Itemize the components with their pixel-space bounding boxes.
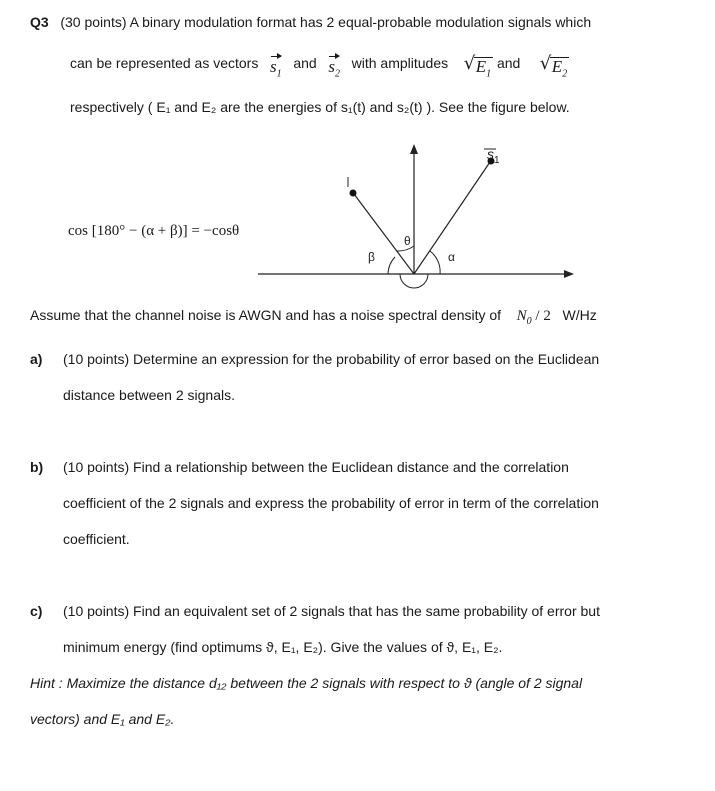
- alpha-label: α: [448, 250, 455, 264]
- noise-line: [30, 306, 597, 331]
- sqrt-e2: √ $E_2$: [540, 57, 569, 83]
- noise-text: Assume that the channel noise is AWGN and has a noise spectral density of: [30, 307, 502, 323]
- theta-label: θ: [404, 234, 411, 248]
- s2-endpoint: [350, 190, 357, 197]
- s1-label-sub: 1: [494, 155, 500, 166]
- with-amplitudes-text: with amplitudes: [351, 55, 449, 71]
- question-label: Q3: [30, 14, 49, 30]
- hint-line1: Hint : Maximize the distance d₁₂ between the 2 signals with respect to ϑ (angle of 2 signal: [30, 675, 583, 691]
- vector-figure: [0, 130, 715, 290]
- s1-label: s: [487, 146, 494, 162]
- bottom-arc: [400, 274, 428, 288]
- s2-vector: $s_2$: [328, 58, 340, 83]
- s1-vector: $s_1$: [270, 58, 282, 83]
- part-b-line2: coefficient of the 2 signals and express the probability of error in term of the correlation: [63, 495, 599, 511]
- question-intro: (30 points) A binary modulation format has 2 equal-probable modulation signals which: [60, 14, 592, 30]
- vertical-axis-arrow: [410, 144, 418, 154]
- part-b-line3: coefficient.: [63, 531, 130, 547]
- part-a-line1: (10 points) Determine an expression for the probability of error based on the Euclidean: [63, 351, 600, 367]
- question-energies-line: respectively ( E₁ and E₂ are the energies of s₁(t) and s₂(t) ). See the figure below.: [70, 99, 570, 115]
- and-text-2: and: [496, 55, 521, 71]
- part-c-line1: (10 points) Find an equivalent set of 2 signals that has the same probability of error but: [63, 603, 600, 619]
- vectors-text: can be represented as vectors: [70, 55, 259, 71]
- hint-line2: vectors) and E₁ and E₂.: [30, 711, 175, 727]
- beta-arc: [388, 257, 395, 274]
- question-vectors-line: [70, 53, 569, 81]
- part-b-label: b): [30, 459, 44, 475]
- and-text-1: and: [293, 55, 317, 71]
- part-a-label: a): [30, 351, 43, 367]
- part-c-line2: minimum energy (find optimums ϑ, E₁, E₂). Give the values of ϑ, E₁, E₂.: [63, 639, 503, 655]
- question-header: [30, 13, 591, 31]
- beta-label: β: [368, 250, 375, 264]
- part-a-line2: distance between 2 signals.: [63, 387, 235, 403]
- noise-density: $N_0 / 2$: [516, 308, 551, 327]
- horizontal-axis-arrow: [564, 270, 574, 278]
- part-c-label: c): [30, 603, 43, 619]
- cos-formula: cos [180° − (α + β)] = −cosθ: [68, 223, 240, 239]
- alpha-arc: [430, 251, 440, 274]
- sqrt-e1: √ $E_1$: [464, 57, 493, 83]
- part-b-line1: (10 points) Find a relationship between the Euclidean distance and the correlation: [63, 459, 569, 475]
- noise-unit: W/Hz: [562, 307, 597, 323]
